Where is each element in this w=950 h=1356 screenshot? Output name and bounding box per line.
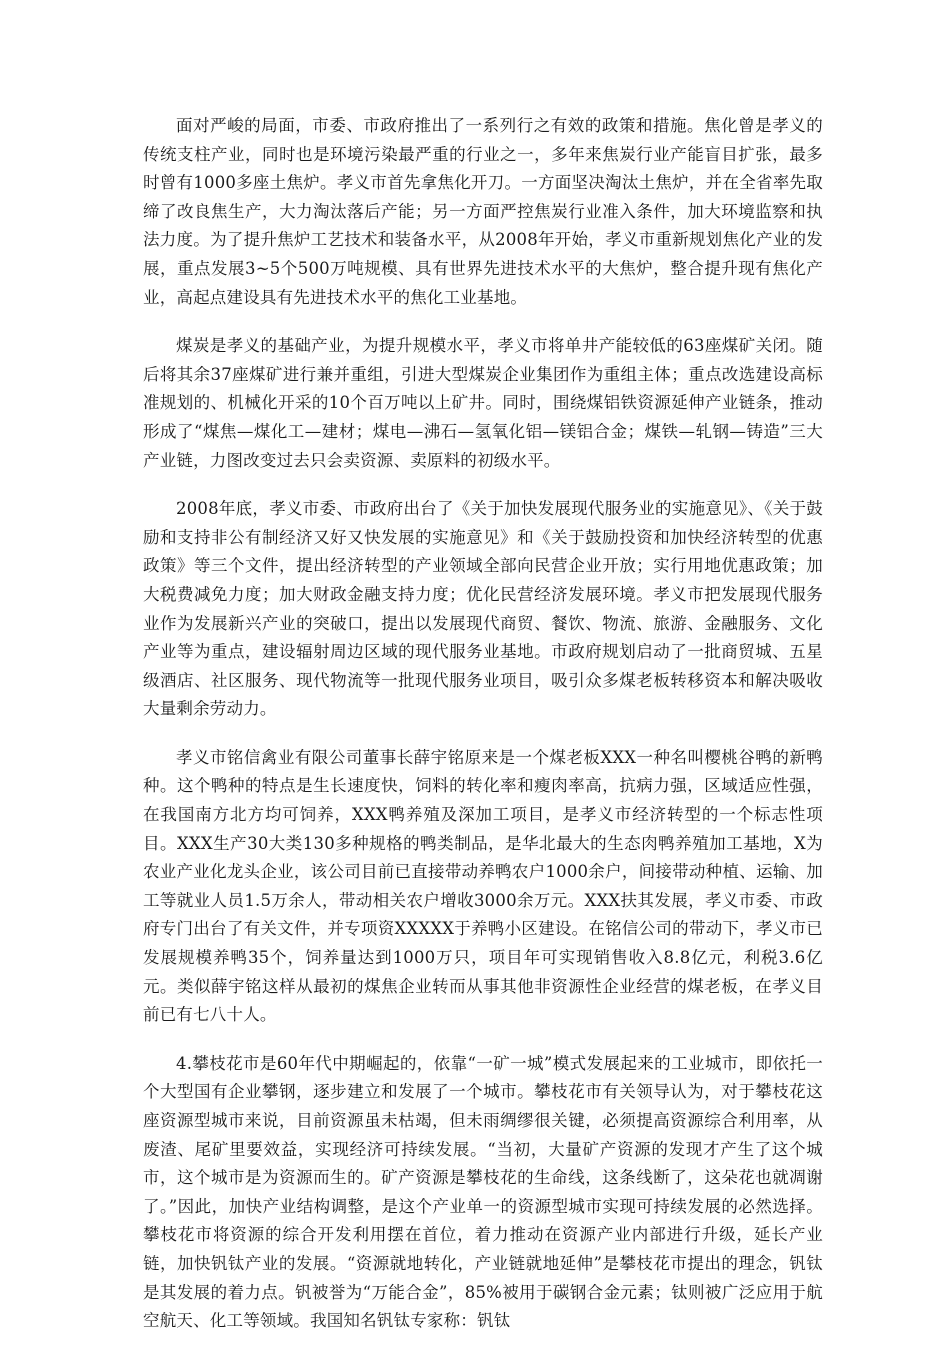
document-body [143,112,823,1356]
paragraph-panzhihua: 4.攀枝花市是60年代中期崛起的，依靠“一矿一城”模式发展起来的工业城市，即依托一个大型国有企业攀钢，逐步建立和发展了一个城市。攀枝花市有关领导认为，对于攀枝花这座资源型城市来说，目前资源虽未枯竭，但未雨绸缪很关键，必须提高资源综合利用率，从废渣、尾矿里要效益，实现经济可持续发展。“当初，大量矿产资源的发现才产生了这个城市，这个城市是为资源而生的。矿产资源是攀枝花的生命线，这条线断了，这朵花也就凋谢了。”因此，加快产业结构调整，是这个产业单一的资源型城市实现可持续发展的必然选择。攀枝花市将资源的综合开发利用摆在首位，着力推动在资源产业内部进行升级，延长产业链，加快钒钛产业的发展。“资源就地转化，产业链就地延伸”是攀枝花市提出的理念，钒钛是其发展的着力点。钒被誉为“万能合金”，85%被用于碳钢合金元素；钛则被广泛应用于航空航天、化工等领域。我国知名钒钛专家称：钒钛 [143,1053,823,1331]
paragraph-coal-industry: 煤炭是孝义的基础产业，为提升规模水平，孝义市将单井产能较低的63座煤矿关闭。随后将其余37座煤矿进行兼并重组，引进大型煤炭企业集团作为重组主体；重点改选建设高标准规划的、机械化开采的10个百万吨以上矿井。同时，围绕煤铝铁资源延伸产业链条，推动形成了“煤焦—煤化工—建材；煤电—沸石—氢氧化铝—镁铝合金；煤铁—轧钢—铸造”三大产业链，力图改变过去只会卖资源、卖原料的初级水平。 [143,336,823,470]
paragraph-service-policy: 2008年底，孝义市委、市政府出台了《关于加快发展现代服务业的实施意见》、《关于鼓励和支持非公有制经济又好又快发展的实施意见》和《关于鼓励投资和加快经济转型的优惠政策》等三个文件，提出经济转型的产业领域全部向民营企业开放；实行用地优惠政策；加大税费减免力度；加大财政金融支持力度；优化民营经济发展环境。孝义市把发展现代服务业作为发展新兴产业的突破口，提出以发展现代商贸、餐饮、物流、旅游、金融服务、文化产业等为重点，建设辐射周边区域的现代服务业基地。市政府规划启动了一批商贸城、五星级酒店、社区服务、现代物流等一批现代服务业项目，吸引众多煤老板转移资本和解决吸收大量剩余劳动力。 [143,499,823,719]
paragraph-duck-farming: 孝义市铭信禽业有限公司董事长薛宇铭原来是一个煤老板XXX一种名叫樱桃谷鸭的新鸭种。这个鸭种的特点是生长速度快，饲料的转化率和瘦肉率高，抗病力强，区域适应性强，在我国南方北方均可饲养，XXX鸭养殖及深加工项目，是孝义市经济转型的一个标志性项目。XXX生产30大类130多种规格的鸭类制品，是华北最大的生态肉鸭养殖加工基地，X为农业产业化龙头企业，该公司目前已直接带动养鸭农户1000余户，间接带动种植、运输、加工等就业人员1.5万余人，带动相关农户增收3000余万元。XXX扶其发展，孝义市委、市政府专门出台了有关文件，并专项资XXXXX于养鸭小区建设。在铭信公司的带动下，孝义市已发展规模养鸭35个，饲养量达到1000万只，项目年可实现销售收入8.8亿元，利税3.6亿元。类似薛宇铭这样从最初的煤焦企业转而从事其他非资源性企业经营的煤老板，在孝义目前已有七八十人。 [143,747,823,1025]
paragraph-coking-policy: 面对严峻的局面，市委、市政府推出了一系列行之有效的政策和措施。焦化曾是孝义的传统支柱产业，同时也是环境污染最严重的行业之一，多年来焦炭行业产能盲目扩张，最多时曾有1000多座土焦炉。孝义市首先拿焦化开刀。一方面坚决淘汰土焦炉，并在全省率先取缔了改良焦生产，大力淘汰落后产能；另一方面严控焦炭行业准入条件，加大环境监察和执法力度。为了提升焦炉工艺技术和装备水平，从2008年开始，孝义市重新规划焦化产业的发展，重点发展3~5个500万吨规模、具有世界先进技术水平的大焦炉，整合提升现有焦化产业，高起点建设具有先进技术水平的焦化工业基地。 [143,116,823,307]
